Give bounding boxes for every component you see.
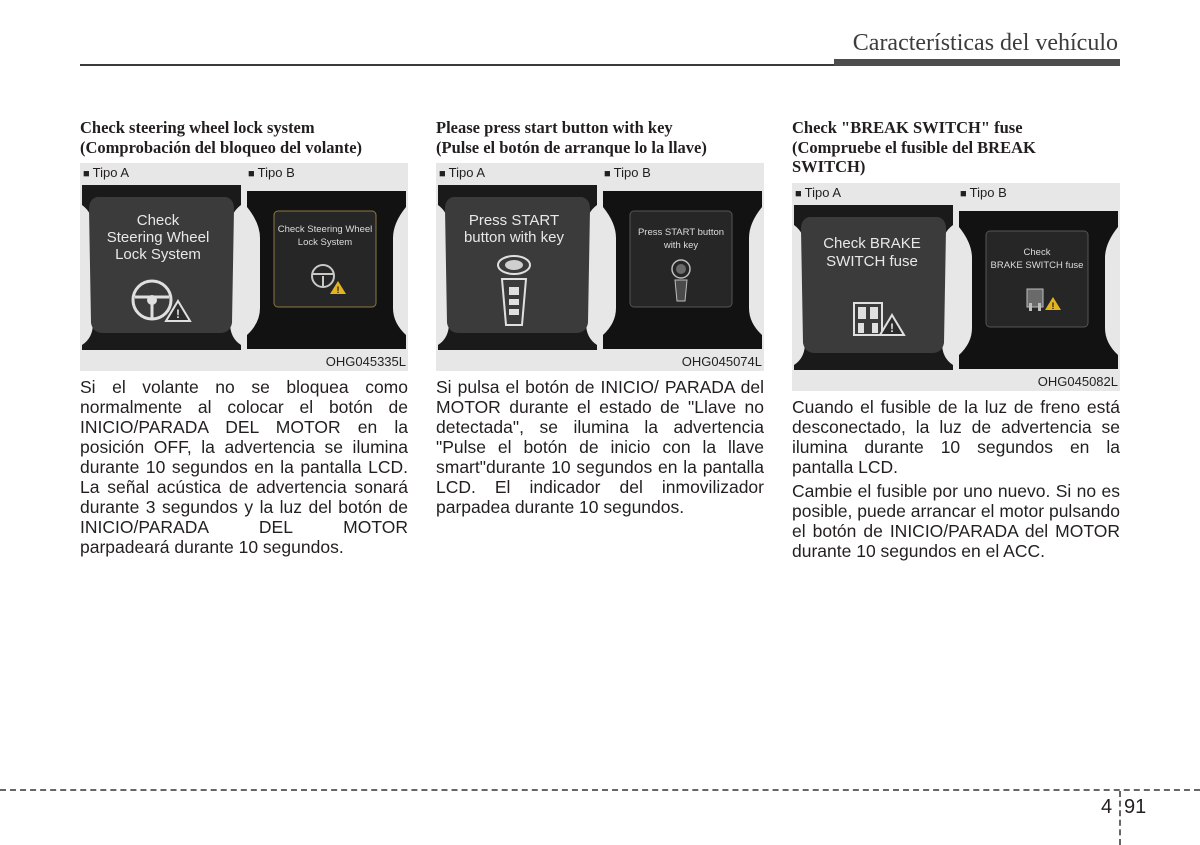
section-heading xyxy=(80,118,408,157)
heading-line: SWITCH) xyxy=(792,157,866,176)
figure-code: OHG045074L xyxy=(681,354,762,369)
screen-text-line: button with key xyxy=(463,229,565,246)
body-paragraph: Si el volante no se bloquea como normalmente al colocar el botón de INICIO/PARADA DEL MOTOR en la posición OFF, la advertencia se ilumina durante 10 segundos en la pantalla LCD. La señal acústica de advertencia sonará durante 3 segundos y la luz del botón de INICIO/PARADA DEL MOTOR parpadeará durante 10 segundos. xyxy=(80,377,408,557)
lcd-screen-type-a xyxy=(792,203,955,372)
screen-text-line: Press START button xyxy=(637,227,725,238)
body-paragraph: Cambie el fusible por uno nuevo. Si no es posible, puede arrancar el motor pulsando el botón de INICIO/PARADA del MOTOR durante 10 segundos en el ACC. xyxy=(792,480,1120,561)
heading-line: Check "BREAK SWITCH" fuse xyxy=(792,118,1023,137)
heading-line: (Compruebe el fusible del BREAK xyxy=(792,137,1036,157)
section-brake-switch xyxy=(792,118,1120,561)
heading-line: Please press start button with key xyxy=(436,118,673,137)
type-b-label xyxy=(604,165,651,180)
type-label-text: Tipo B xyxy=(257,165,295,180)
body-paragraph: Cuando el fusible de la luz de freno está desconectado, la luz de advertencia se ilumina durante 10 segundos en la pantalla LCD. xyxy=(792,396,1120,477)
type-label-text: Tipo A xyxy=(804,184,842,200)
screen-text-line: Check Steering Wheel xyxy=(277,224,373,235)
svg-text:!: ! xyxy=(1051,300,1055,311)
figure-press-start xyxy=(436,163,764,371)
screen-text-line: Lock System xyxy=(297,237,353,248)
figure-panel-type-a xyxy=(792,183,955,372)
square-bullet-icon: ■ xyxy=(83,168,90,180)
screen-text-line: Check xyxy=(1023,246,1051,258)
header-title: Características del vehículo xyxy=(852,30,1118,56)
section-steering-lock xyxy=(80,118,408,557)
screen-text-line: Lock System xyxy=(115,246,201,263)
section-heading xyxy=(436,118,764,157)
figure-panel-type-b xyxy=(245,163,408,352)
figure-code: OHG045335L xyxy=(325,354,406,369)
lcd-screen-type-b xyxy=(601,183,764,352)
figure-steering-lock xyxy=(80,163,408,371)
figure-panel-type-b xyxy=(601,163,764,352)
section-heading xyxy=(792,118,1120,177)
screen-text-line: with key xyxy=(663,240,699,251)
svg-text:!: ! xyxy=(890,320,894,335)
heading-line: (Pulse el botón de arranque lo la llave) xyxy=(436,137,707,157)
screen-text-line: BRAKE SWITCH fuse xyxy=(990,259,1084,271)
type-label-text: Tipo B xyxy=(613,165,651,180)
screen-text-line: Steering Wheel xyxy=(106,229,210,246)
square-bullet-icon: ■ xyxy=(604,168,611,180)
lcd-screen-type-b xyxy=(957,203,1120,372)
square-bullet-icon: ■ xyxy=(248,168,255,180)
figure-panel-type-b xyxy=(957,183,1120,372)
type-b-label xyxy=(248,165,295,180)
type-label-text: Tipo A xyxy=(448,165,486,180)
svg-text:!: ! xyxy=(176,307,180,321)
lcd-screen-type-a xyxy=(80,183,243,352)
figure-code: OHG045082L xyxy=(1037,373,1118,389)
section-press-start xyxy=(436,118,764,517)
chapter-number: 4 xyxy=(1101,796,1113,818)
figure-brake-switch xyxy=(792,183,1120,391)
type-b-label xyxy=(960,185,1007,200)
figure-panel-type-a xyxy=(80,163,243,352)
screen-text-line: SWITCH fuse xyxy=(826,252,918,270)
page-number: 91 xyxy=(1124,796,1147,818)
figure-panel-type-a xyxy=(436,163,599,352)
screen-text-line: Press START xyxy=(468,212,560,229)
body-paragraph: Si pulsa el botón de INICIO/ PARADA del MOTOR durante el estado de "Llave no detectada", se ilumina la advertencia "Pulse el botón de inicio con la llave smart"durante 10 segundos en la pantalla LCD. El indicador del inmovilizador parpadea durante 10 segundos. xyxy=(436,377,764,517)
lcd-screen-type-b xyxy=(245,183,408,352)
footer-divider xyxy=(1119,791,1121,845)
screen-text-line: Check BRAKE xyxy=(823,234,921,252)
heading-line: Check steering wheel lock system xyxy=(80,118,315,137)
type-label-text: Tipo A xyxy=(92,165,130,180)
lcd-screen-type-a xyxy=(436,183,599,352)
type-a-label xyxy=(83,165,129,180)
header-rule-accent xyxy=(834,59,1120,66)
type-label-text: Tipo B xyxy=(969,184,1007,200)
square-bullet-icon: ■ xyxy=(439,168,446,180)
svg-text:!: ! xyxy=(336,285,340,295)
type-a-label xyxy=(795,185,841,200)
footer-rule xyxy=(0,789,1200,791)
screen-text-line: Check xyxy=(136,212,180,229)
square-bullet-icon: ■ xyxy=(795,187,802,200)
type-a-label xyxy=(439,165,485,180)
heading-line: (Comprobación del bloqueo del volante) xyxy=(80,137,363,157)
square-bullet-icon: ■ xyxy=(960,187,967,200)
